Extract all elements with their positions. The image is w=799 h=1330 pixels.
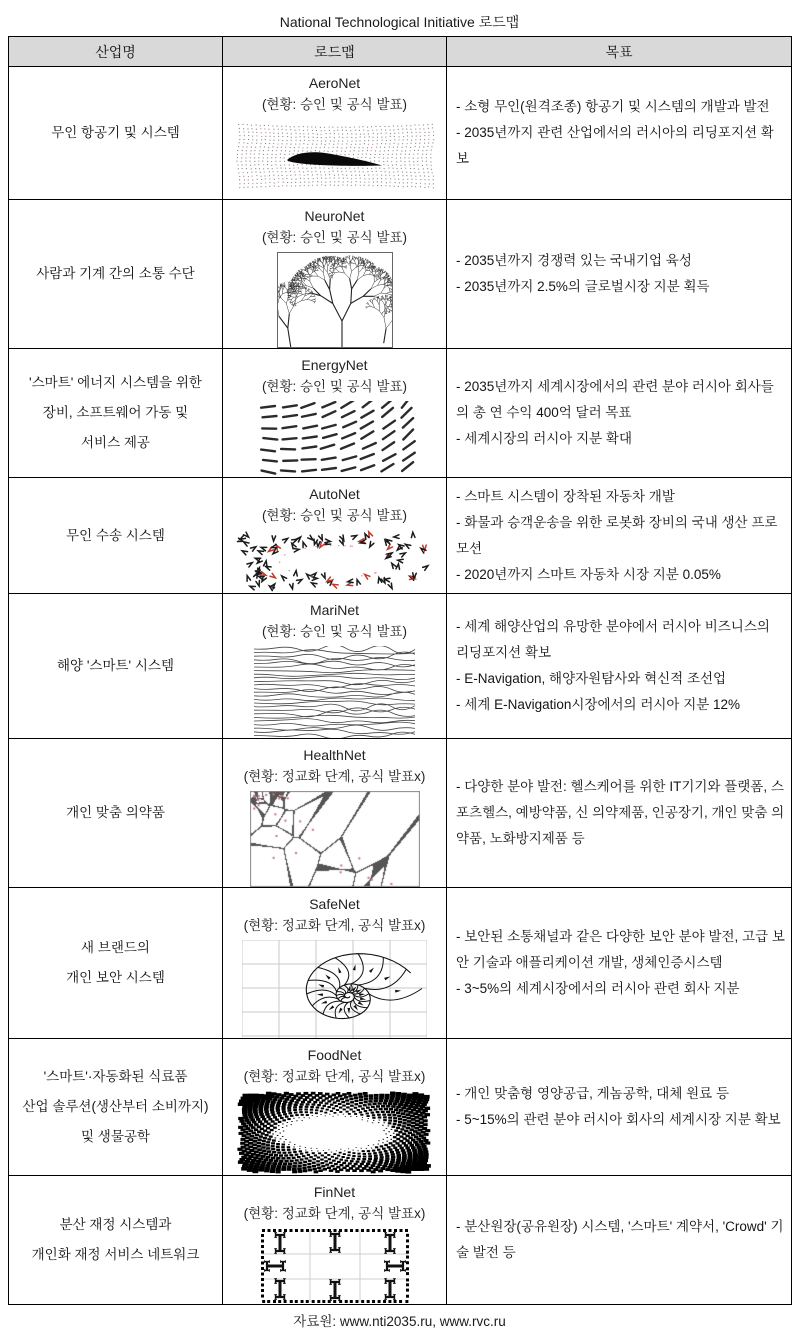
finnet-image xyxy=(223,1228,446,1304)
goal-item: - 세계 E-Navigation시장에서의 러시아 지분 12% xyxy=(456,697,741,712)
industry-line: 개인 보안 시스템 xyxy=(66,970,165,985)
goal-item: - 소형 무인(원격조종) 항공기 및 시스템의 개발과 발전 xyxy=(456,99,770,114)
industry-line: 사람과 기계 간의 소통 수단 xyxy=(36,266,195,281)
table-row xyxy=(9,67,792,200)
industry-cell-text xyxy=(9,259,222,289)
goal-item: - 5~15%의 관련 분야 러시아 회사의 세계시장 지분 확보 xyxy=(456,1112,781,1127)
goal-item: - 2020년까지 스마트 자동차 시장 지분 0.05% xyxy=(456,566,721,582)
healthnet-image xyxy=(223,791,446,887)
industry-line: 무인 수송 시스템 xyxy=(66,527,165,543)
roadmap-net-name: SafeNet xyxy=(309,896,360,912)
industry-line: '스마트' 에너지 시스템을 위한 xyxy=(29,375,202,390)
table-row xyxy=(9,739,792,888)
industry-cell-text xyxy=(9,118,222,148)
roadmap-net-name: FoodNet xyxy=(307,1047,362,1063)
industry-cell xyxy=(9,1039,223,1176)
roadmap-cell xyxy=(223,739,447,888)
roadmap-cell xyxy=(223,67,447,200)
roadmap-cell xyxy=(223,888,447,1039)
industry-cell xyxy=(9,200,223,349)
industry-line: 개인화 재정 서비스 네트워크 xyxy=(31,1247,200,1262)
goal-item: - 2035년까지 2.5%의 글로벌시장 지분 획득 xyxy=(456,279,710,294)
roadmap-cell xyxy=(223,1039,447,1176)
industry-cell xyxy=(9,349,223,478)
goals-cell xyxy=(447,739,792,888)
goal-item: - 세계 해양산업의 유망한 분야에서 러시아 비즈니스의 리딩포지션 확보 xyxy=(456,619,770,660)
roadmap-status: (현황: 승인 및 공식 발표) xyxy=(261,508,408,523)
roadmap-status: (현황: 승인 및 공식 발표) xyxy=(261,97,408,112)
goal-item: - 2035년까지 경쟁력 있는 국내기업 육성 xyxy=(456,253,692,268)
industry-cell-text xyxy=(9,368,222,458)
roadmap-net-name: HealthNet xyxy=(303,747,366,763)
industry-line: 무인 항공기 및 시스템 xyxy=(51,125,180,140)
roadmap-status: (현황: 승인 및 공식 발표) xyxy=(261,624,408,639)
column-header-goals: 목표 xyxy=(447,37,792,67)
industry-line: 분산 재정 시스템과 xyxy=(59,1217,172,1232)
roadmap-status: (현황: 승인 및 공식 발표) xyxy=(261,379,408,394)
aeronet-image xyxy=(223,119,446,193)
industry-line: '스마트'·자동화된 식료품 xyxy=(43,1069,188,1084)
energynet-image xyxy=(223,401,446,477)
industry-cell-text xyxy=(9,1062,222,1152)
roadmap-status: (현황: 정교화 단계, 공식 발표x) xyxy=(243,918,426,933)
table-row xyxy=(9,1039,792,1176)
goals-cell xyxy=(447,67,792,200)
roadmap-status: (현황: 정교화 단계, 공식 발표x) xyxy=(243,769,426,784)
goal-item: - E-Navigation, 해양자원탐사와 혁신적 조선업 xyxy=(456,671,727,686)
goal-item: - 2035년까지 세계시장에서의 관련 분야 러시아 회사들의 총 연 수익 400억 달러 목표 xyxy=(456,379,774,420)
roadmap-net-name: NeuroNet xyxy=(304,208,365,224)
goal-item: - 개인 맞춤형 영양공급, 게놈공학, 대체 원료 등 xyxy=(456,1086,729,1101)
roadmap-table xyxy=(8,36,792,1305)
table-row xyxy=(9,349,792,478)
goals-cell xyxy=(447,349,792,478)
industry-line: 새 브랜드의 xyxy=(81,940,150,955)
roadmap-status: (현황: 정교화 단계, 공식 발표x) xyxy=(243,1069,426,1084)
roadmap-cell xyxy=(223,478,447,594)
industry-line: 해양 '스마트' 시스템 xyxy=(57,658,174,673)
industry-line: 산업 솔루션(생산부터 소비까지) xyxy=(22,1099,209,1114)
goals-cell xyxy=(447,1039,792,1176)
industry-cell-text xyxy=(9,798,222,828)
marinet-image xyxy=(223,646,446,738)
table-row xyxy=(9,200,792,349)
goals-cell xyxy=(447,888,792,1039)
roadmap-status: (현황: 승인 및 공식 발표) xyxy=(261,230,408,245)
table-row xyxy=(9,594,792,739)
goal-item: - 보안된 소통채널과 같은 다양한 보안 분야 발전, 고급 보안 기술과 애플리케이션 개발, 생체인증시스템 xyxy=(456,929,785,970)
industry-cell xyxy=(9,594,223,739)
roadmap-status: (현황: 정교화 단계, 공식 발표x) xyxy=(243,1206,426,1221)
neuronet-image xyxy=(223,252,446,348)
industry-cell-text xyxy=(9,933,222,993)
roadmap-net-name: FinNet xyxy=(313,1184,356,1200)
header-row xyxy=(9,37,792,67)
goal-item: - 3~5%의 세계시장에서의 러시아 관련 회사 지분 xyxy=(456,981,740,996)
goals-cell xyxy=(447,1176,792,1305)
roadmap-net-name: AutoNet xyxy=(309,486,360,502)
autonet-image xyxy=(223,530,446,592)
industry-cell xyxy=(9,1176,223,1305)
goal-item: - 다양한 분야 발전: 헬스케어를 위한 IT기기와 플랫폼, 스포츠헬스, 예방약품, 신 의약제품, 인공장기, 개인 맞춤 의약품, 노화방지제품 등 xyxy=(456,779,785,846)
roadmap-cell xyxy=(223,200,447,349)
goals-cell xyxy=(447,594,792,739)
table-row xyxy=(9,1176,792,1305)
roadmap-cell xyxy=(223,1176,447,1305)
goal-item: - 화물과 승객운송을 위한 로봇화 장비의 국내 생산 프로모션 xyxy=(456,514,778,556)
goal-item: - 분산원장(공유원장) 시스템, '스마트' 계약서, 'Crowd' 기술 발전 등 xyxy=(456,1219,784,1260)
column-header-industry: 산업명 xyxy=(9,37,223,67)
safenet-image xyxy=(223,940,446,1038)
industry-cell xyxy=(9,888,223,1039)
foodnet-image xyxy=(223,1091,446,1175)
industry-line: 개인 맞춤 의약품 xyxy=(66,805,165,820)
goal-item: - 스마트 시스템이 장착된 자동차 개발 xyxy=(456,488,675,504)
roadmap-cell xyxy=(223,594,447,739)
roadmap-net-name: EnergyNet xyxy=(301,357,368,373)
industry-cell-text xyxy=(9,521,222,551)
roadmap-net-name: AeroNet xyxy=(308,75,361,91)
source-note: 자료원: www.nti2035.ru, www.rvc.ru xyxy=(293,1314,506,1329)
column-header-roadmap: 로드맵 xyxy=(223,37,447,67)
industry-cell xyxy=(9,478,223,594)
roadmap-net-name: MariNet xyxy=(309,602,359,618)
page-title: National Technological Initiative 로드맵 xyxy=(279,14,520,30)
table-row xyxy=(9,888,792,1039)
goal-item: - 세계시장의 러시아 지분 확대 xyxy=(456,431,632,446)
industry-cell xyxy=(9,67,223,200)
industry-cell xyxy=(9,739,223,888)
roadmap-table-body xyxy=(9,67,792,1305)
goals-cell xyxy=(447,200,792,349)
table-row xyxy=(9,478,792,594)
industry-line: 장비, 소프트웨어 가동 및 xyxy=(42,405,189,420)
roadmap-cell xyxy=(223,349,447,478)
industry-line: 및 생물공학 xyxy=(81,1129,150,1144)
industry-line: 서비스 제공 xyxy=(81,435,150,450)
industry-cell-text xyxy=(9,1210,222,1270)
goals-cell xyxy=(447,478,792,594)
goal-item: - 2035년까지 관련 산업에서의 러시아의 리딩포지션 확보 xyxy=(456,125,774,166)
industry-cell-text xyxy=(9,651,222,681)
